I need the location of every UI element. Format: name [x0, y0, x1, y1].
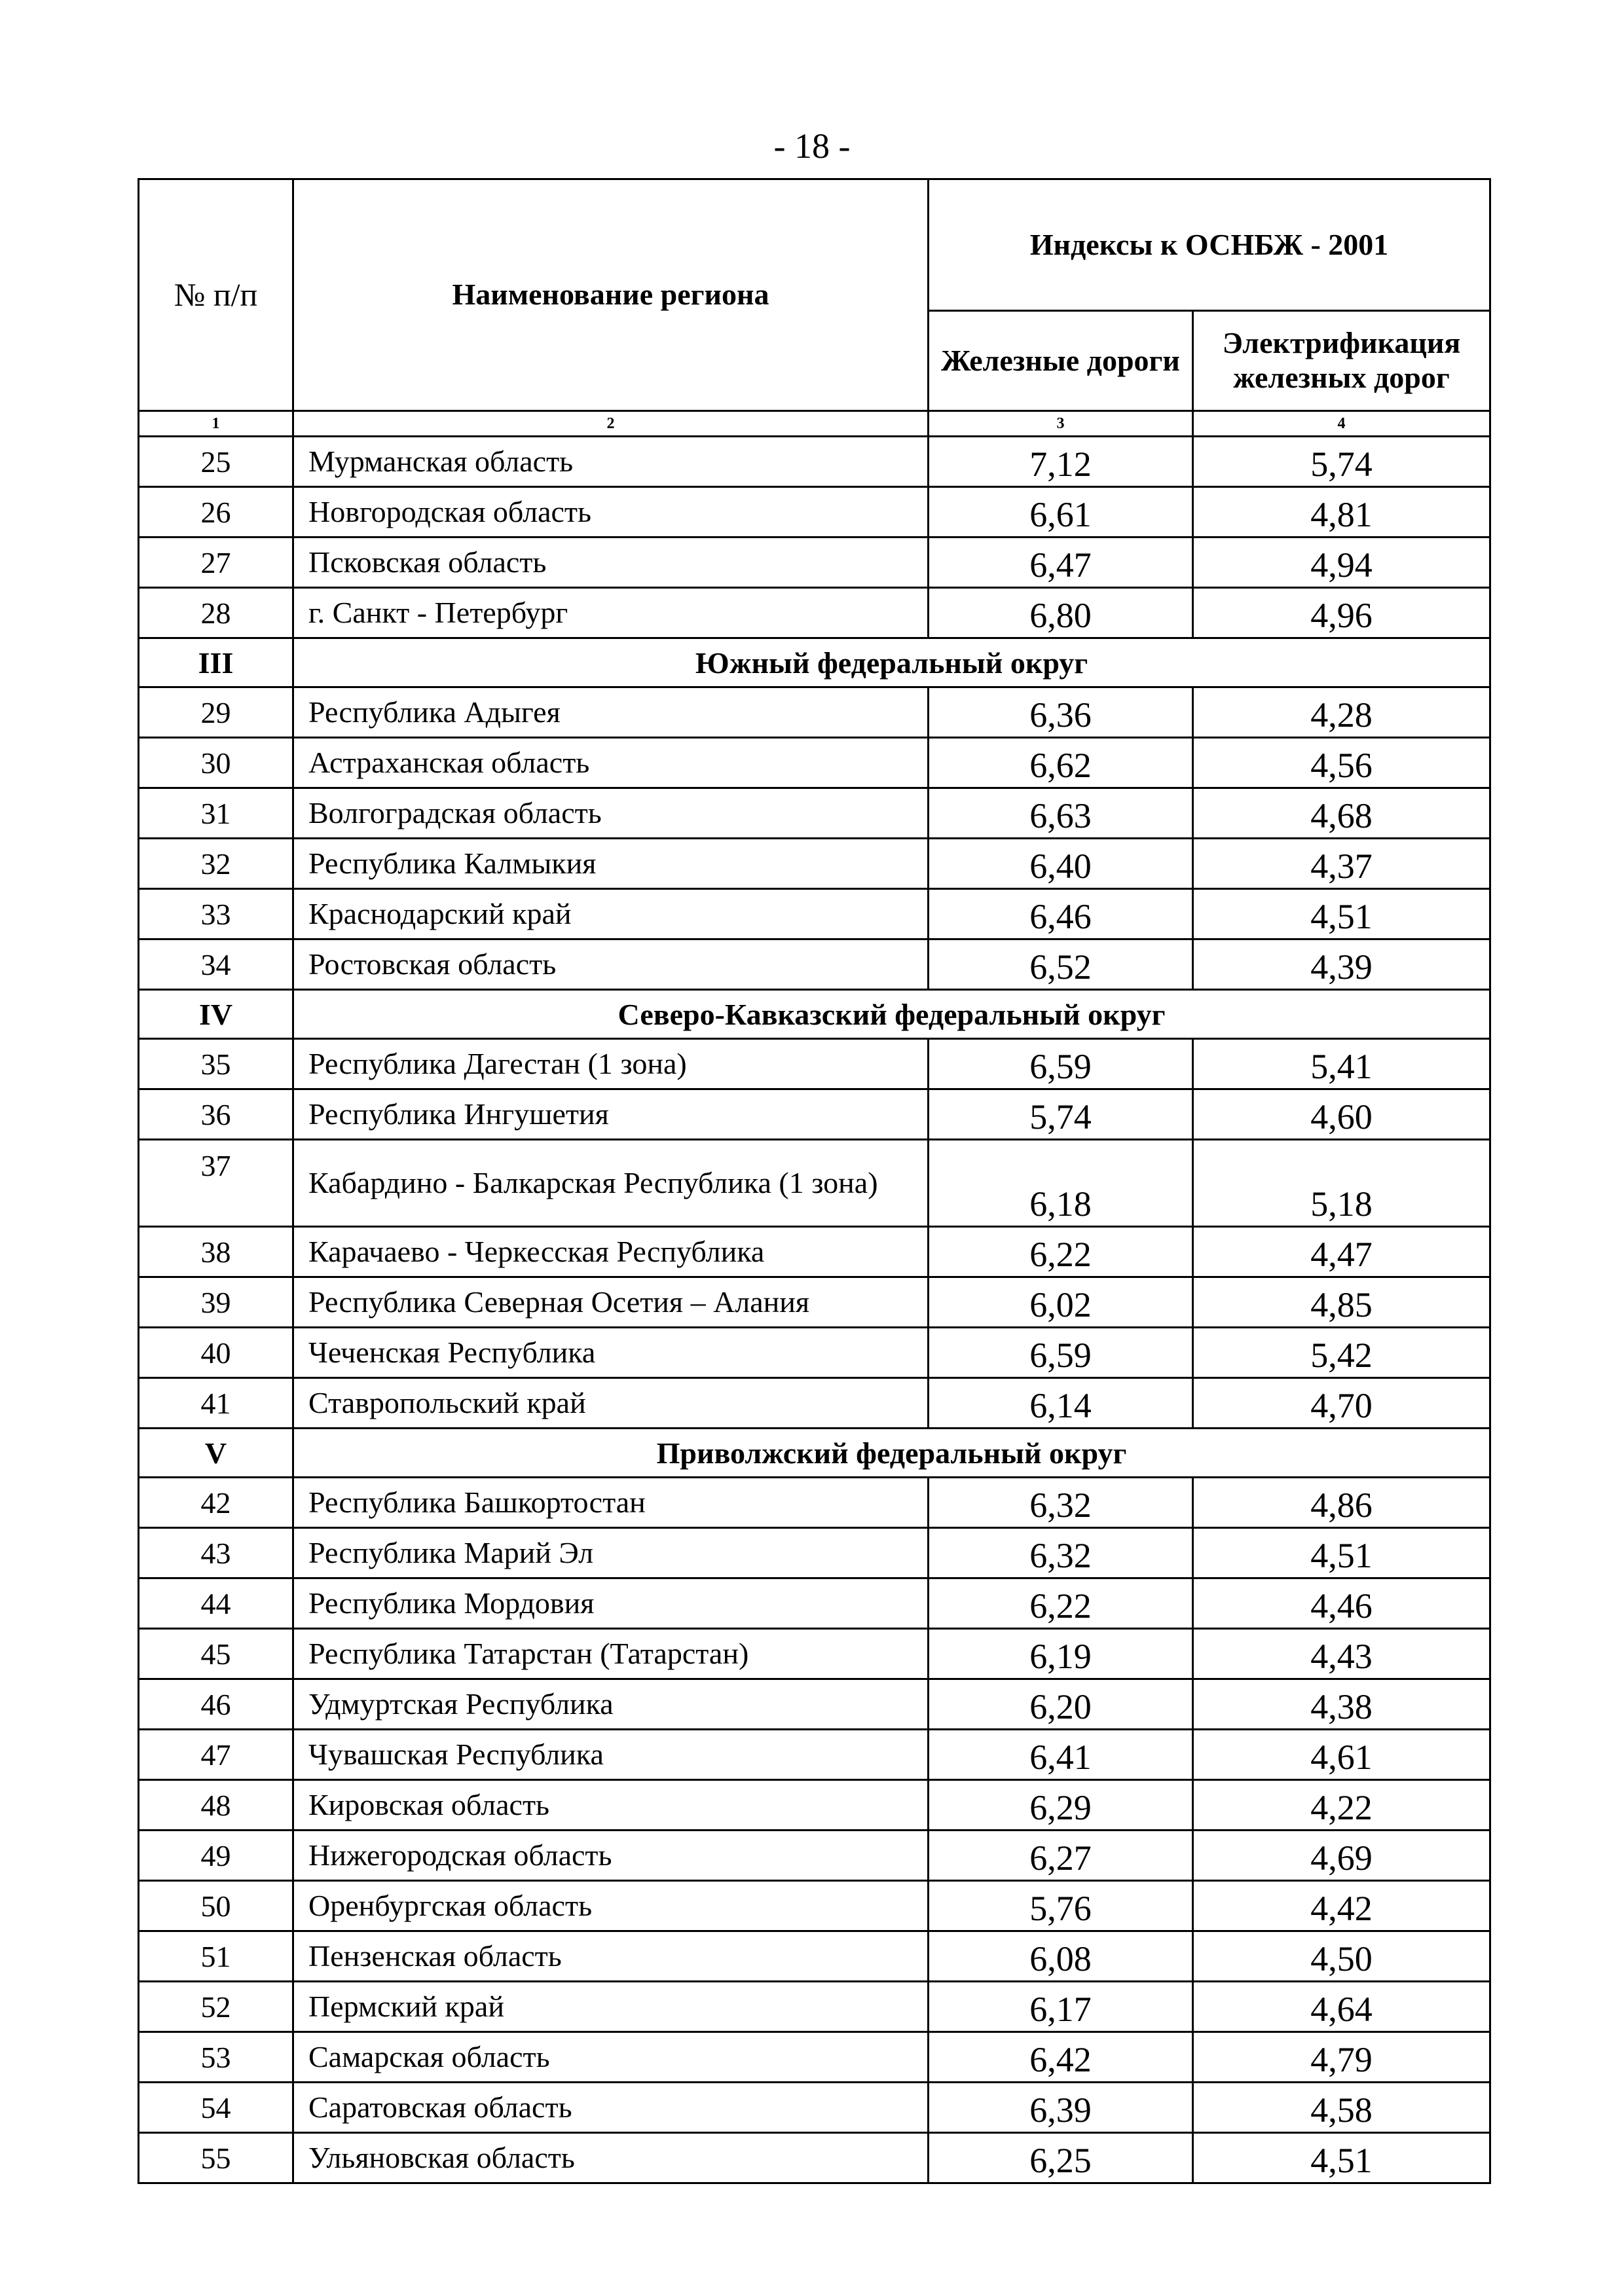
electrification-index: 4,60 — [1193, 1089, 1490, 1140]
railway-index: 6,25 — [929, 2133, 1193, 2183]
electrification-index: 5,42 — [1193, 1328, 1490, 1378]
electrification-index: 4,64 — [1193, 1982, 1490, 2032]
row-number: 30 — [139, 738, 293, 788]
row-number: 36 — [139, 1089, 293, 1140]
table-row — [139, 1578, 1490, 1629]
table-row — [139, 1982, 1490, 2032]
electrification-index: 4,81 — [1193, 487, 1490, 538]
table-row — [139, 1780, 1490, 1831]
railway-index: 6,80 — [929, 588, 1193, 638]
table-row — [139, 1629, 1490, 1679]
railway-index: 6,22 — [929, 1578, 1193, 1629]
row-number: 39 — [139, 1277, 293, 1328]
row-number: 44 — [139, 1578, 293, 1629]
railway-index: 6,42 — [929, 2032, 1193, 2083]
table-row — [139, 1831, 1490, 1881]
region-name: Республика Татарстан (Татарстан) — [293, 1629, 929, 1679]
region-name: Пензенская область — [293, 1931, 929, 1982]
region-name: Волгоградская область — [293, 788, 929, 839]
electrification-index: 4,94 — [1193, 538, 1490, 588]
region-name: Нижегородская область — [293, 1831, 929, 1881]
region-name: г. Санкт - Петербург — [293, 588, 929, 638]
row-number: 52 — [139, 1982, 293, 2032]
railway-index: 6,62 — [929, 738, 1193, 788]
col-header-electrification: Электрификация железных дорог — [1193, 311, 1490, 411]
table-row — [139, 1089, 1490, 1140]
section-row — [139, 1429, 1490, 1478]
section-title: Южный федеральный округ — [293, 638, 1490, 687]
railway-index: 6,36 — [929, 687, 1193, 738]
electrification-index: 4,51 — [1193, 2133, 1490, 2183]
railway-index: 6,19 — [929, 1629, 1193, 1679]
table-row — [139, 889, 1490, 939]
region-name: Краснодарский край — [293, 889, 929, 939]
section-title: Северо-Кавказский федеральный округ — [293, 990, 1490, 1039]
electrification-index: 4,39 — [1193, 939, 1490, 990]
row-number: 51 — [139, 1931, 293, 1982]
table-row — [139, 487, 1490, 538]
table-row — [139, 788, 1490, 839]
railway-index: 6,32 — [929, 1478, 1193, 1528]
electrification-index: 5,18 — [1193, 1140, 1490, 1227]
electrification-index: 4,47 — [1193, 1227, 1490, 1277]
table-row — [139, 1277, 1490, 1328]
row-number: 49 — [139, 1831, 293, 1881]
electrification-index: 4,38 — [1193, 1679, 1490, 1730]
table-row — [139, 2083, 1490, 2133]
col-header-railways: Железные дороги — [929, 311, 1193, 411]
region-name: Ставропольский край — [293, 1378, 929, 1429]
electrification-index: 4,22 — [1193, 1780, 1490, 1831]
railway-index: 6,63 — [929, 788, 1193, 839]
electrification-index: 5,41 — [1193, 1039, 1490, 1089]
railway-index: 6,02 — [929, 1277, 1193, 1328]
railway-index: 6,20 — [929, 1679, 1193, 1730]
row-number: 55 — [139, 2133, 293, 2183]
col-header-number: № п/п — [139, 179, 293, 411]
electrification-index: 4,79 — [1193, 2032, 1490, 2083]
row-number: 33 — [139, 889, 293, 939]
row-number: 46 — [139, 1679, 293, 1730]
table-row — [139, 437, 1490, 487]
region-name: Ростовская область — [293, 939, 929, 990]
col-header-region: Наименование региона — [293, 179, 929, 411]
row-number: 37 — [139, 1140, 293, 1227]
section-number: V — [139, 1429, 293, 1478]
section-number: III — [139, 638, 293, 687]
row-number: 31 — [139, 788, 293, 839]
electrification-index: 4,42 — [1193, 1881, 1490, 1931]
row-number: 43 — [139, 1528, 293, 1578]
region-name: Оренбургская область — [293, 1881, 929, 1931]
region-name: Чувашская Республика — [293, 1730, 929, 1780]
electrification-index: 4,51 — [1193, 1528, 1490, 1578]
index-table — [138, 178, 1491, 2184]
region-name: Карачаево - Черкесская Республика — [293, 1227, 929, 1277]
row-number: 40 — [139, 1328, 293, 1378]
row-number: 28 — [139, 588, 293, 638]
railway-index: 6,46 — [929, 889, 1193, 939]
row-number: 50 — [139, 1881, 293, 1931]
electrification-index: 4,85 — [1193, 1277, 1490, 1328]
section-title: Приволжский федеральный округ — [293, 1429, 1490, 1478]
region-name: Мурманская область — [293, 437, 929, 487]
railway-index: 6,40 — [929, 839, 1193, 889]
table-row — [139, 1478, 1490, 1528]
electrification-index: 4,70 — [1193, 1378, 1490, 1429]
table-row — [139, 1881, 1490, 1931]
row-number: 27 — [139, 538, 293, 588]
electrification-index: 4,69 — [1193, 1831, 1490, 1881]
col-header-indices-group: Индексы к ОСНБЖ - 2001 — [929, 179, 1490, 311]
region-name: Удмуртская Республика — [293, 1679, 929, 1730]
region-name: Республика Ингушетия — [293, 1089, 929, 1140]
table-row — [139, 1378, 1490, 1429]
section-row — [139, 638, 1490, 687]
electrification-index: 4,37 — [1193, 839, 1490, 889]
column-number: 4 — [1193, 411, 1490, 437]
table-row — [139, 1931, 1490, 1982]
table-row — [139, 1730, 1490, 1780]
railway-index: 6,27 — [929, 1831, 1193, 1881]
region-name: Республика Адыгея — [293, 687, 929, 738]
railway-index: 7,12 — [929, 437, 1193, 487]
table-row — [139, 1679, 1490, 1730]
table-row — [139, 738, 1490, 788]
page-number: - 18 - — [773, 126, 851, 166]
row-number: 42 — [139, 1478, 293, 1528]
column-number: 1 — [139, 411, 293, 437]
table-row — [139, 1227, 1490, 1277]
region-name: Псковская область — [293, 538, 929, 588]
electrification-index: 4,56 — [1193, 738, 1490, 788]
railway-index: 6,17 — [929, 1982, 1193, 2032]
region-name: Новгородская область — [293, 487, 929, 538]
table-row — [139, 839, 1490, 889]
region-name: Республика Северная Осетия – Алания — [293, 1277, 929, 1328]
table-row — [139, 538, 1490, 588]
column-number-row — [139, 411, 1490, 437]
region-name: Ульяновская область — [293, 2133, 929, 2183]
railway-index: 6,08 — [929, 1931, 1193, 1982]
region-name: Республика Дагестан (1 зона) — [293, 1039, 929, 1089]
row-number: 45 — [139, 1629, 293, 1679]
section-number: IV — [139, 990, 293, 1039]
column-number: 2 — [293, 411, 929, 437]
table-body — [139, 437, 1490, 2183]
railway-index: 5,76 — [929, 1881, 1193, 1931]
section-row — [139, 990, 1490, 1039]
row-number: 29 — [139, 687, 293, 738]
electrification-index: 4,43 — [1193, 1629, 1490, 1679]
railway-index: 6,32 — [929, 1528, 1193, 1578]
row-number: 47 — [139, 1730, 293, 1780]
table-header — [139, 179, 1490, 437]
table-row — [139, 939, 1490, 990]
region-name: Кировская область — [293, 1780, 929, 1831]
table-row — [139, 1140, 1490, 1227]
electrification-index: 4,50 — [1193, 1931, 1490, 1982]
table-row — [139, 687, 1490, 738]
railway-index: 6,52 — [929, 939, 1193, 990]
row-number: 54 — [139, 2083, 293, 2133]
row-number: 32 — [139, 839, 293, 889]
row-number: 35 — [139, 1039, 293, 1089]
region-name: Самарская область — [293, 2032, 929, 2083]
table-row — [139, 1328, 1490, 1378]
electrification-index: 4,86 — [1193, 1478, 1490, 1528]
table-row — [139, 1528, 1490, 1578]
railway-index: 6,29 — [929, 1780, 1193, 1831]
column-number: 3 — [929, 411, 1193, 437]
row-number: 34 — [139, 939, 293, 990]
row-number: 25 — [139, 437, 293, 487]
railway-index: 6,59 — [929, 1328, 1193, 1378]
electrification-index: 4,61 — [1193, 1730, 1490, 1780]
region-name: Чеченская Республика — [293, 1328, 929, 1378]
region-name: Республика Марий Эл — [293, 1528, 929, 1578]
railway-index: 6,14 — [929, 1378, 1193, 1429]
table-row — [139, 2032, 1490, 2083]
row-number: 38 — [139, 1227, 293, 1277]
railway-index: 6,18 — [929, 1140, 1193, 1227]
railway-index: 6,59 — [929, 1039, 1193, 1089]
railway-index: 6,22 — [929, 1227, 1193, 1277]
table-row — [139, 2133, 1490, 2183]
region-name: Саратовская область — [293, 2083, 929, 2133]
table-row — [139, 588, 1490, 638]
railway-index: 6,61 — [929, 487, 1193, 538]
row-number: 53 — [139, 2032, 293, 2083]
railway-index: 6,47 — [929, 538, 1193, 588]
region-name: Астраханская область — [293, 738, 929, 788]
electrification-index: 4,58 — [1193, 2083, 1490, 2133]
railway-index: 6,39 — [929, 2083, 1193, 2133]
electrification-index: 4,28 — [1193, 687, 1490, 738]
railway-index: 5,74 — [929, 1089, 1193, 1140]
electrification-index: 4,96 — [1193, 588, 1490, 638]
table-row — [139, 1039, 1490, 1089]
electrification-index: 4,46 — [1193, 1578, 1490, 1629]
region-name: Кабардино - Балкарская Республика (1 зона) — [293, 1140, 929, 1227]
region-name: Республика Мордовия — [293, 1578, 929, 1629]
row-number: 26 — [139, 487, 293, 538]
region-name: Республика Калмыкия — [293, 839, 929, 889]
electrification-index: 5,74 — [1193, 437, 1490, 487]
row-number: 41 — [139, 1378, 293, 1429]
row-number: 48 — [139, 1780, 293, 1831]
region-name: Республика Башкортостан — [293, 1478, 929, 1528]
electrification-index: 4,51 — [1193, 889, 1490, 939]
railway-index: 6,41 — [929, 1730, 1193, 1780]
region-name: Пермский край — [293, 1982, 929, 2032]
electrification-index: 4,68 — [1193, 788, 1490, 839]
